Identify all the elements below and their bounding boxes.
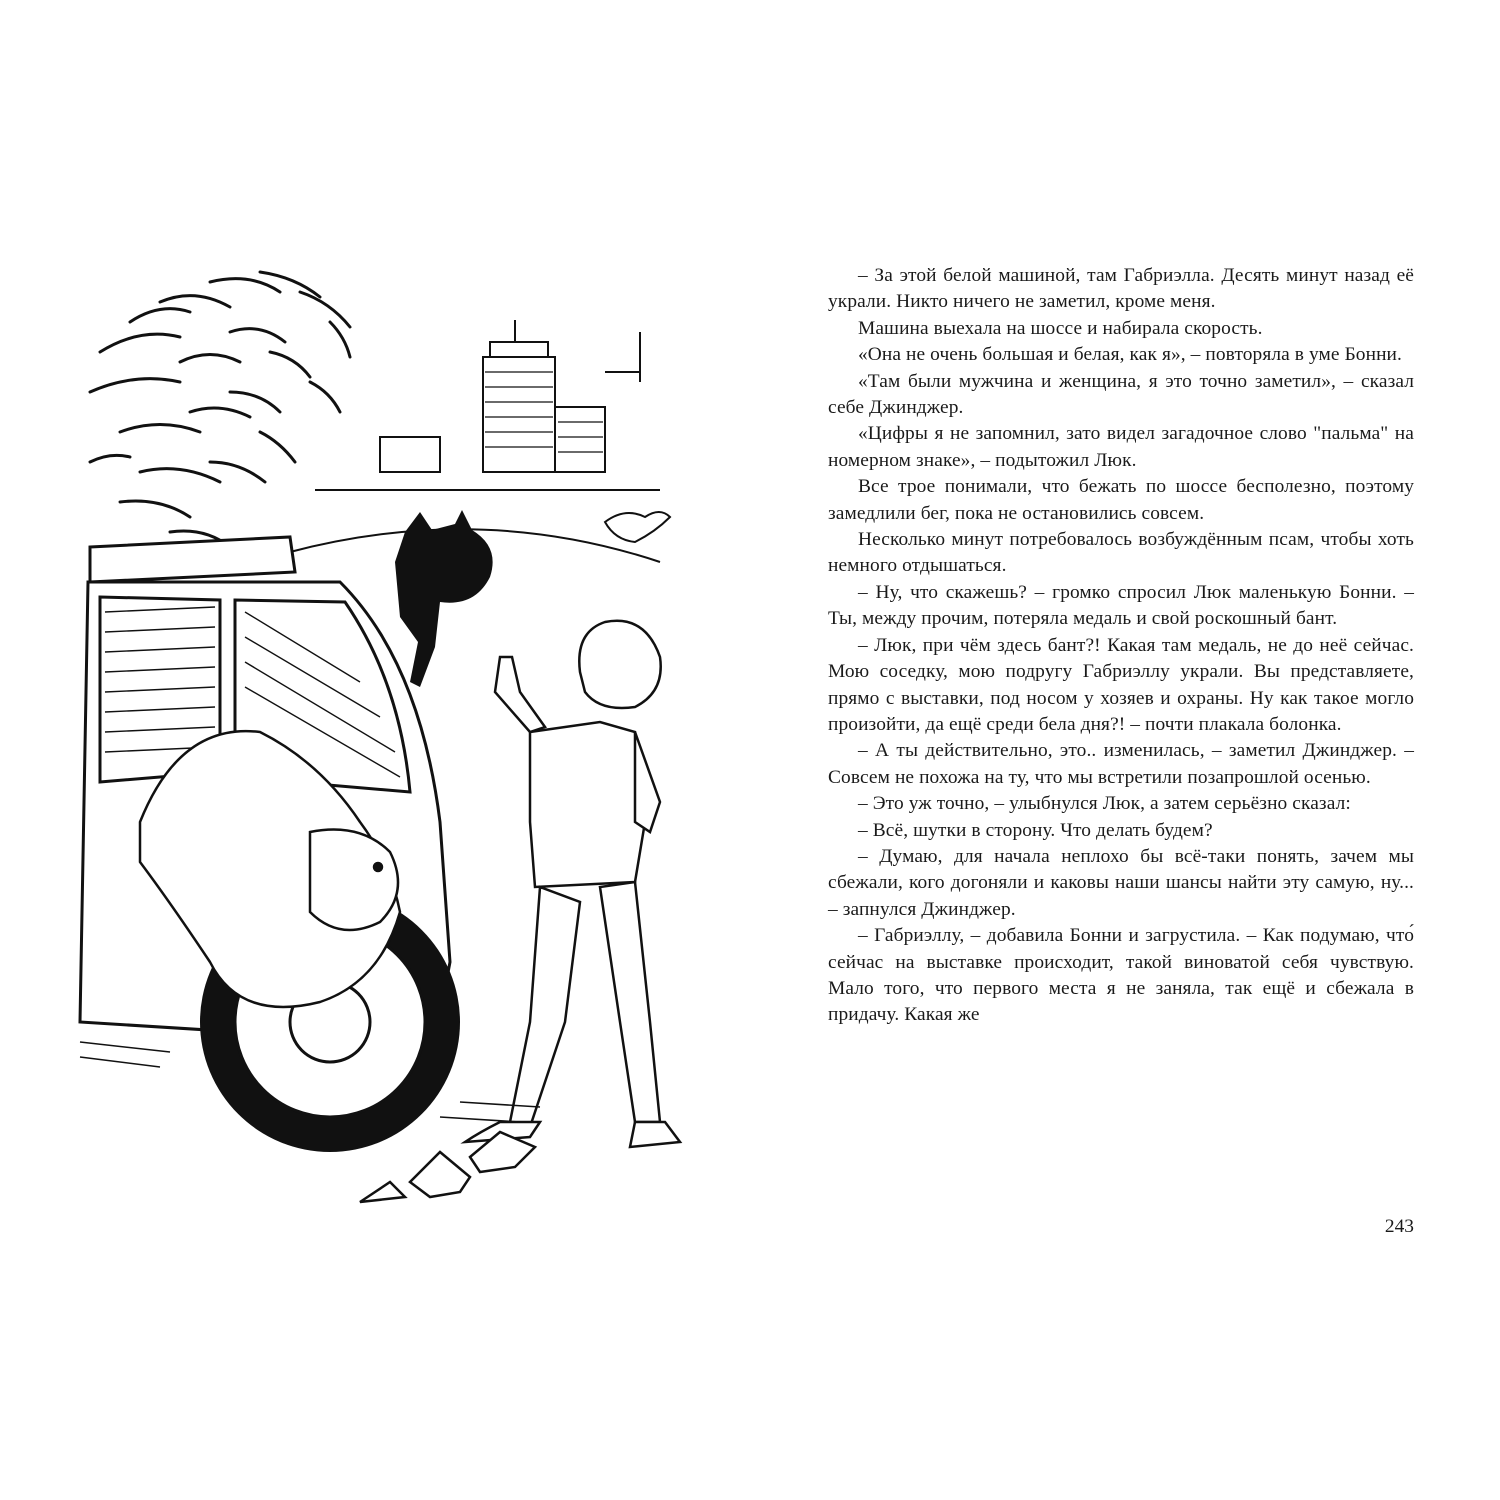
paragraph: – Думаю, для начала неплохо бы всё-таки понять, зачем мы сбежали, кого догоняли и каковы наши шансы найти эту самую, ну... – запнулся Джинджер. xyxy=(828,845,1414,920)
bow-on-ground xyxy=(360,1132,535,1202)
paragraph: – Всё, шутки в сторону. Что делать будем? xyxy=(858,819,1213,841)
tree-foliage xyxy=(90,272,350,547)
illustration-dogs-girl-car xyxy=(60,262,710,1222)
paragraph: «Цифры я не запомнил, зато видел загадочное слово "пальма" на номерном знаке», – подытожил Люк. xyxy=(828,423,1414,471)
paragraph: – А ты действительно, это.. изменилась, – заметил Джинджер. – Совсем не похожа на ту, что мы встретили позапрошлой осенью. xyxy=(828,740,1414,788)
paragraph: – За этой белой машиной, там Габриэлла. Десять минут назад её украли. Никто ничего не заметил, кроме меня. xyxy=(828,265,1414,313)
city-buildings xyxy=(380,320,640,472)
page-number: 243 xyxy=(1384,1216,1414,1237)
paragraph: – Это уж точно, – улыбнулся Люк, а затем серьёзно сказал: xyxy=(858,793,1351,815)
flying-bird xyxy=(605,512,670,542)
paragraph: «Там были мужчина и женщина, я это точно заметил», – сказал себе Джинджер. xyxy=(828,370,1414,419)
paragraph: «Она не очень большая и белая, как я», – повторяла в уме Бонни. xyxy=(858,344,1402,366)
paragraph: Машина выехала на шоссе и набирала скорость. xyxy=(858,317,1263,339)
paragraph: Все трое понимали, что бежать по шоссе бесполезно, поэтому замедлили бег, пока не остановились совсем. xyxy=(828,476,1414,524)
paragraph: – Люк, при чём здесь бант?! Какая там медаль, не до неё сейчас. Мою соседку, мою подругу Габриэллу украли. Вы представляете, прямо с выставки, под носом у хозяев и охраны. Ну как такое могло произойти, да ещё среди бела дня?! – почти плакала болонка. xyxy=(828,634,1414,735)
text-page xyxy=(828,263,1414,1029)
paragraph: Несколько минут потребовалось возбуждённым псам, чтобы хоть немного отдышаться. xyxy=(828,529,1414,577)
paragraph: – Ну, что скажешь? – громко спросил Люк маленькую Бонни. – Ты, между прочим, потеряла медаль и свой роскошный бант. xyxy=(828,581,1414,630)
girl xyxy=(465,621,680,1147)
black-dog xyxy=(395,510,493,687)
paragraph: – Габриэллу, – добавила Бонни и загрустила. – Как подумаю, что́ сейчас на выставке происходит, такой виноватой себя чувствую. Мало того, что первого места я не заняла, так ещё и сбежала в придачу. Какая же xyxy=(828,925,1414,1026)
